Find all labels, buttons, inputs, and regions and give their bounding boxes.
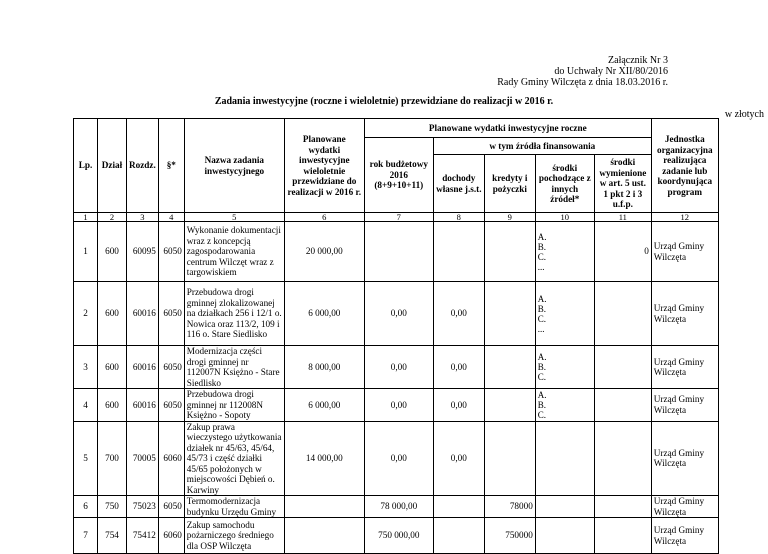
source-item: C.: [537, 251, 547, 262]
cell-dzial: 600: [98, 389, 127, 422]
document-title: Zadania inwestycyjne (roczne i wieloletnie) przewidziane do realizacji w 2016 r.: [214, 96, 554, 107]
cell-rozdz: 75412: [127, 518, 159, 554]
col-paragraph: §*: [158, 119, 184, 213]
table-row: [74, 518, 719, 554]
cell-jednostka: Urząd Gminy Wilczęta: [651, 389, 718, 422]
cell-dzial: 750: [98, 496, 127, 518]
cell-rok-budzetowy: 0,00: [364, 421, 433, 496]
cell-rok-budzetowy: 0,00: [364, 389, 433, 422]
cell-lp: 7: [74, 518, 98, 554]
cell-lp: 6: [74, 496, 98, 518]
col-srodki-art: środki wymienione w art. 5 ust. 1 pkt 2 i 3 u.f.p.: [594, 155, 651, 213]
cell-kredyty: 78000: [484, 496, 535, 518]
cell-rozdz: 70005: [127, 421, 159, 496]
cell-srodki-inne: [535, 496, 594, 518]
col-lp: Lp.: [74, 119, 98, 213]
cell-dochody: [433, 222, 484, 282]
table-row: [74, 346, 719, 389]
col-dzial: Dział: [98, 119, 127, 213]
source-item: A.: [537, 293, 547, 304]
source-item: C.: [537, 372, 547, 382]
cell-paragraph: 6060: [158, 421, 184, 496]
cell-dzial: 700: [98, 421, 127, 496]
cell-jednostka: Urząd Gminy Wilczęta: [651, 518, 718, 554]
cell-kredyty: [484, 421, 535, 496]
cell-jednostka: Urząd Gminy Wilczęta: [651, 421, 718, 496]
cell-nazwa: Modernizacja części drogi gminnej nr 112007N Księżno - Stare Siedlisko: [184, 346, 284, 389]
cell-srodki-inne: [535, 421, 594, 496]
cell-planowane: 20 000,00: [284, 222, 364, 282]
table-row: [74, 496, 719, 518]
col-srodki-inne: środki pochodzące z innych źródeł*: [535, 155, 594, 213]
cell-dochody: 0,00: [433, 421, 484, 496]
cell-rok-budzetowy: 78 000,00: [364, 496, 433, 518]
column-number: 6: [284, 213, 364, 222]
cell-planowane: 6 000,00: [284, 389, 364, 422]
cell-jednostka: Urząd Gminy Wilczęta: [651, 222, 718, 282]
col-jednostka: Jednostka organizacyjna realizująca zadanie lub koordynująca program: [651, 119, 718, 213]
cell-kredyty: [484, 282, 535, 346]
col-planowane-wieloletnie: Planowane wydatki inwestycyjne wieloletnie przewidziane do realizacji w 2016 r.: [284, 119, 364, 213]
column-number: 3: [127, 213, 159, 222]
cell-planowane: 14 000,00: [284, 421, 364, 496]
source-item: A.: [537, 352, 547, 362]
council-date-label: Rady Gminy Wilczęta z dnia 18.03.2016 r.: [497, 77, 668, 88]
source-item: ...: [537, 323, 545, 334]
source-item: B.: [537, 241, 547, 252]
column-number: 12: [651, 213, 718, 222]
source-item: B.: [537, 399, 547, 410]
source-item: C.: [537, 313, 547, 324]
column-number: 2: [98, 213, 127, 222]
col-kredyty: kredyty i pożyczki: [484, 155, 535, 213]
col-dochody: dochody własne j.s.t.: [433, 155, 484, 213]
source-item: ...: [537, 261, 545, 272]
source-item: A.: [537, 389, 547, 400]
cell-jednostka: Urząd Gminy Wilczęta: [651, 282, 718, 346]
cell-rok-budzetowy: 750 000,00: [364, 518, 433, 554]
column-number: 8: [433, 213, 484, 222]
cell-srodki-art: 0: [594, 222, 651, 282]
table-row: [74, 222, 719, 282]
cell-paragraph: 6060: [158, 518, 184, 554]
cell-rozdz: 60016: [127, 282, 159, 346]
cell-dzial: 600: [98, 346, 127, 389]
cell-dzial: 600: [98, 222, 127, 282]
column-number-row: [74, 213, 719, 222]
cell-nazwa: Przebudowa drogi gminnej zlokalizowanej na działkach 256 i 12/1 o. Nowica oraz 113/2, 109 i 116 o. Stare Siedlisko: [184, 282, 284, 346]
column-number: 11: [594, 213, 651, 222]
cell-planowane: [284, 518, 364, 554]
column-number: 7: [364, 213, 433, 222]
cell-planowane: 6 000,00: [284, 282, 364, 346]
col-rok-budzetowy: rok budżetowy 2016 (8+9+10+11): [364, 138, 433, 213]
cell-dochody: [433, 496, 484, 518]
cell-srodki-art: [594, 421, 651, 496]
column-number: 1: [74, 213, 98, 222]
table-row: [74, 282, 719, 346]
cell-dochody: 0,00: [433, 389, 484, 422]
cell-nazwa: Wykonanie dokumentacji wraz z koncepcją zagospodarowania centrum Wilczęt wraz z targowiskiem: [184, 222, 284, 282]
cell-paragraph: 6050: [158, 389, 184, 422]
source-item: A.: [537, 231, 547, 242]
cell-rozdz: 75023: [127, 496, 159, 518]
cell-dochody: 0,00: [433, 282, 484, 346]
cell-rok-budzetowy: [364, 222, 433, 282]
col-subgroup-zrodla: w tym źródła finansowania: [433, 138, 651, 155]
cell-paragraph: 6050: [158, 282, 184, 346]
cell-lp: 1: [74, 222, 98, 282]
cell-srodki-inne: [535, 518, 594, 554]
cell-srodki-art: [594, 346, 651, 389]
cell-dzial: 754: [98, 518, 127, 554]
cell-kredyty: [484, 389, 535, 422]
cell-nazwa: Zakup samochodu pożarniczego średniego dla OSP Wilczęta: [184, 518, 284, 554]
cell-jednostka: Urząd Gminy Wilczęta: [651, 496, 718, 518]
cell-paragraph: 6050: [158, 222, 184, 282]
source-item: B.: [537, 362, 547, 372]
cell-kredyty: 750000: [484, 518, 535, 554]
cell-nazwa: Przebudowa drogi gminnej nr 112008N Księżno - Sopoty: [184, 389, 284, 422]
column-number: 10: [535, 213, 594, 222]
attachment-label: Załącznik Nr 3: [608, 55, 668, 66]
cell-srodki-inne: [535, 282, 594, 346]
cell-srodki-art: [594, 282, 651, 346]
cell-rozdz: 60016: [127, 389, 159, 422]
cell-paragraph: 6050: [158, 346, 184, 389]
cell-planowane: [284, 496, 364, 518]
table-row: [74, 421, 719, 496]
cell-srodki-art: [594, 518, 651, 554]
cell-jednostka: Urząd Gminy Wilczęta: [651, 346, 718, 389]
column-number: 9: [484, 213, 535, 222]
cell-nazwa: Zakup prawa wieczystego użytkowania działek nr 45/63, 45/64, 45/73 i część działki 45/65 położonych w miejscowości Dębień o. Karwiny: [184, 421, 284, 496]
currency-unit-label: w złotych: [724, 109, 764, 120]
column-number: 4: [158, 213, 184, 222]
cell-rok-budzetowy: 0,00: [364, 346, 433, 389]
cell-lp: 3: [74, 346, 98, 389]
cell-lp: 2: [74, 282, 98, 346]
cell-rok-budzetowy: 0,00: [364, 282, 433, 346]
resolution-label: do Uchwały Nr XII/80/2016: [554, 66, 668, 77]
cell-srodki-art: [594, 389, 651, 422]
cell-srodki-inne: [535, 346, 594, 389]
cell-srodki-art: [594, 496, 651, 518]
cell-dzial: 600: [98, 282, 127, 346]
cell-planowane: 8 000,00: [284, 346, 364, 389]
table-body: [74, 222, 719, 554]
cell-dochody: [433, 518, 484, 554]
cell-nazwa: Termomodernizacja budynku Urzędu Gminy: [184, 496, 284, 518]
cell-rozdz: 60095: [127, 222, 159, 282]
col-rozdz: Rozdz.: [127, 119, 159, 213]
cell-dochody: 0,00: [433, 346, 484, 389]
column-number: 5: [184, 213, 284, 222]
col-nazwa: Nazwa zadania inwestycyjnego: [184, 119, 284, 213]
source-item: B.: [537, 303, 547, 314]
col-group-roczne: Planowane wydatki inwestycyjne roczne: [364, 119, 651, 138]
cell-srodki-inne: [535, 222, 594, 282]
cell-lp: 4: [74, 389, 98, 422]
cell-kredyty: [484, 222, 535, 282]
table-row: [74, 389, 719, 422]
cell-kredyty: [484, 346, 535, 389]
cell-srodki-inne: [535, 389, 594, 422]
cell-paragraph: 6050: [158, 496, 184, 518]
cell-lp: 5: [74, 421, 98, 496]
cell-rozdz: 60016: [127, 346, 159, 389]
investment-table: [73, 118, 719, 554]
source-item: C.: [537, 409, 547, 420]
